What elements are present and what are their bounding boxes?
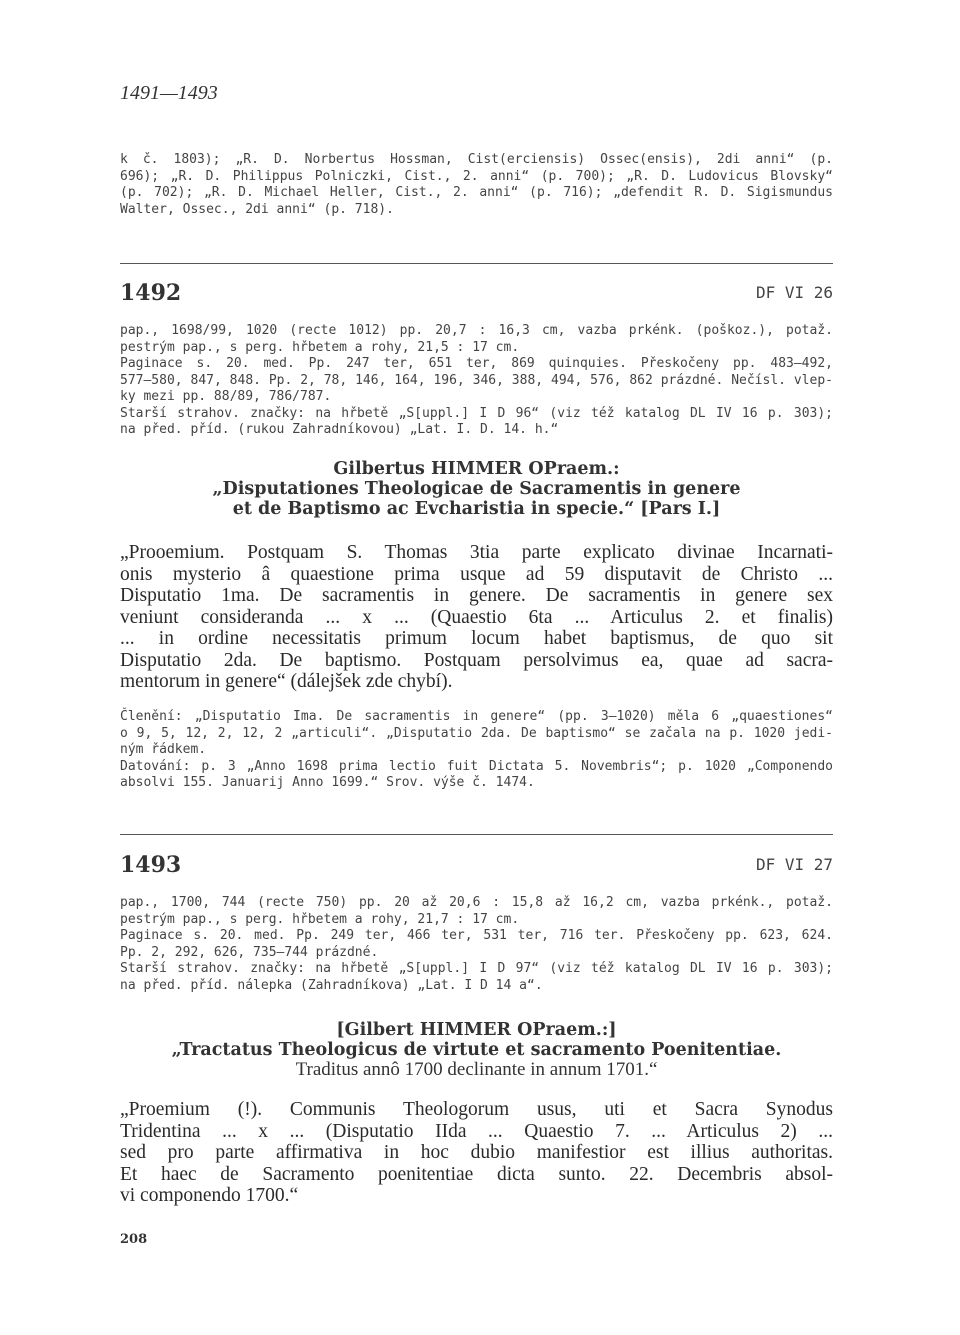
title-line: et de Baptismo ac Evcharistia in specie.“ [Pars I.]	[232, 499, 721, 519]
text-line: Pp. 2, 292, 626, 735—744 prázdné.	[120, 944, 379, 960]
text-line: veniunt consideranda ... x ... (Quaestio 6ta ... Articulus 2. et finalis)	[120, 606, 833, 628]
text-line: ky mezi pp. 88/89, 786/787.	[120, 389, 332, 404]
page-number: 208	[120, 1232, 148, 1247]
text-line: „Prooemium. Postquam S. Thomas 3tia parte explicato divinae Incarnati-	[120, 542, 833, 563]
text-line: Paginace s. 20. med. Pp. 249 ter, 466 ter, 531 ter, 716 ter. Přeskočeny pp. 623, 624.	[120, 928, 833, 943]
text-line: Disputatio 2da. De baptismo. Postquam persolvimus ea, quae ad sacra-	[120, 649, 833, 671]
text-line: pestrým pap., s perg. hřbetem a rohy, 21,5 : 17 cm.	[120, 339, 520, 355]
text-line: absolvi 155. Januarij Anno 1699.“ Srov. výše č. 1474.	[120, 775, 535, 790]
section-divider	[120, 263, 833, 264]
text-line: ným řádkem.	[120, 742, 207, 757]
text-line: Paginace s. 20. med. Pp. 247 ter, 651 ter, 869 quinquies. Přeskočeny pp. 483—492,	[120, 356, 833, 371]
text-line: 696); „R. D. Philippus Polniczki, Cist., 2. anni“ (p. 700); „R. D. Ludovicus Blovsky“	[120, 168, 833, 184]
incipit-text	[120, 542, 833, 693]
structure-notes	[120, 709, 833, 792]
entry-number: 1492	[120, 280, 182, 306]
text-line: Disputatio 1ma. De sacramentis in genere. De sacramentis in genere sex	[120, 585, 833, 606]
text-line: mentorum in genere“ (dálejšek zde chybí).	[120, 671, 453, 692]
codicological-description	[120, 323, 833, 439]
codicological-description	[120, 895, 833, 994]
text-line: pap., 1700, 744 (recte 750) pp. 20 až 20,6 : 15,8 až 16,2 cm, vazba prkénk., potaž.	[120, 895, 833, 910]
text-line: Walter, Ossec., 2di anni“ (p. 718).	[120, 201, 394, 217]
author-line: [Gilbert HIMMER OPraem.:]	[336, 1020, 617, 1040]
text-line: na před. příd. (rukou Zahradníkovou) „Lat. I. D. 14. h.“	[120, 422, 559, 437]
text-line: na před. příd. nálepka (Zahradníkova) „Lat. I D 14 a“.	[120, 977, 543, 993]
title-line: „Disputationes Theologicae de Sacramentis in genere	[212, 479, 741, 499]
section-divider	[120, 834, 833, 835]
work-title	[120, 1020, 833, 1080]
text-line: Starší strahov. značky: na hřbetě „S[uppl.] I D 97“ (viz též katalog DL IV 16 p. 303);	[120, 961, 833, 976]
text-line: o 9, 5, 12, 2, 12, 2 „articuli“. „Disputatio 2da. De baptismo“ se začala na p. 1020 jedi-	[120, 725, 833, 741]
text-line: onis mysterio â quaestione prima usque ad 59 disputavit de Christo ...	[120, 563, 833, 585]
text-line: k č. 1803); „R. D. Norbertus Hossman, Cist(erciensis) Ossec(ensis), 2di anni“ (p.	[120, 152, 833, 167]
incipit-text	[120, 1099, 833, 1207]
title-line: Traditus annô 1700 declinante in annum 1701.“	[295, 1059, 658, 1080]
text-line: „Proemium (!). Communis Theologorum usus, uti et Sacra Synodus	[120, 1099, 833, 1120]
shelf-signature: DF VI 26	[755, 283, 833, 302]
text-line: Datování: p. 3 „Anno 1698 prima lectio fuit Dictata 5. Novembris“; p. 1020 „Componendo	[120, 758, 833, 774]
text-line: Tridentina ... x ... (Disputatio IIda ... Quaestio 7. ... Articulus 2) ...	[120, 1120, 833, 1142]
running-head: 1491—1493	[120, 82, 218, 104]
text-line: Starší strahov. značky: na hřbetě „S[uppl.] I D 96“ (viz též katalog DL IV 16 p. 303);	[120, 405, 833, 421]
prev-entry-tail	[120, 152, 833, 218]
text-line: Členění: „Disputatio Ima. De sacramentis in genere“ (pp. 3—1020) měla 6 „quaestiones“	[120, 709, 833, 724]
text-line: vi componendo 1700.“	[120, 1185, 299, 1206]
work-title	[120, 459, 833, 519]
text-line: ... in ordine necessitatis primum locum habet baptismus, de quo sit	[120, 628, 833, 649]
author-line: Gilbertus HIMMER OPraem.:	[333, 459, 620, 479]
text-line: 577—580, 847, 848. Pp. 2, 78, 146, 164, 196, 346, 388, 494, 576, 862 prázdné. Nečísl. vlep-	[120, 372, 833, 388]
text-line: sed pro parte affirmativa in hoc dubio manifestior est illius authoritas.	[120, 1142, 833, 1163]
shelf-signature: DF VI 27	[755, 855, 833, 874]
text-line: pap., 1698/99, 1020 (recte 1012) pp. 20,7 : 16,3 cm, vazba prkénk. (poškoz.), potaž.	[120, 323, 833, 338]
text-line: (p. 702); „R. D. Michael Heller, Cist., 2. anni“ (p. 716); „defendit R. D. Sigismundus	[120, 185, 833, 200]
entry-number: 1493	[120, 852, 182, 878]
text-line: Et haec de Sacramento poenitentiae dicta sunto. 22. Decembris absol-	[120, 1163, 833, 1185]
text-line: pestrým pap., s perg. hřbetem a rohy, 21,7 : 17 cm.	[120, 911, 520, 927]
title-line: „Tractatus Theologicus de virtute et sacramento Poenitentiae.	[171, 1040, 782, 1060]
